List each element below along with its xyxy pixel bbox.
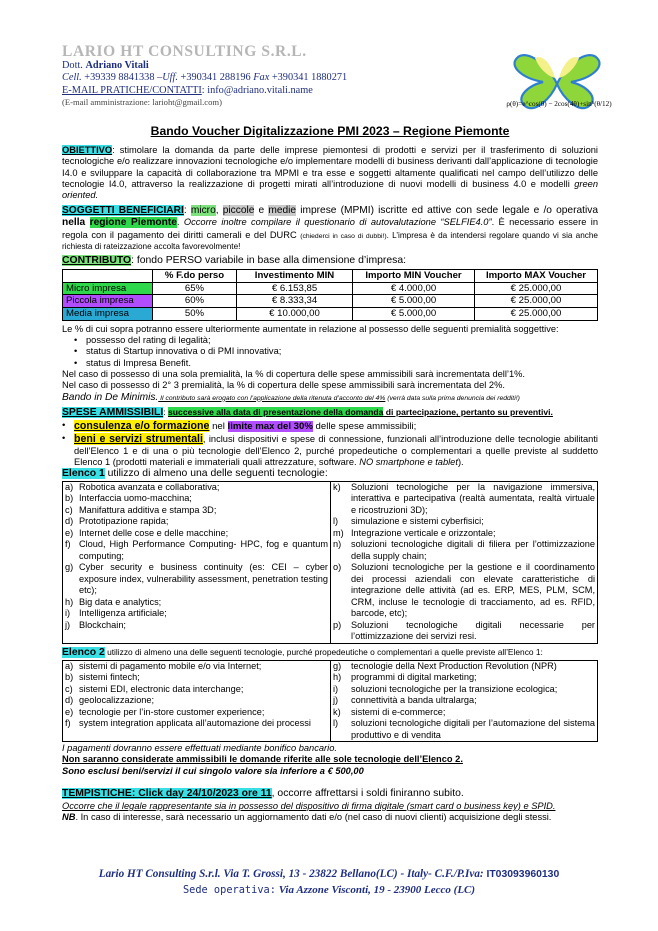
footer-sede-address: Via Azzone Visconti, 19 - 23900 Lecco (LC) [275, 884, 476, 896]
list-item [65, 707, 328, 719]
footer-address-text: Via T. Grossi, 13 - 23822 Bellano(LC) - Italy- C.F./P.Iva: [220, 868, 487, 880]
list-item [62, 433, 598, 469]
item-text: Cyber security e business continuity (es: CEI – cyber exposure index, vulnerability assessment, penetration testing etc); [79, 562, 328, 596]
document-title: Bando Voucher Digitalizzazione PMI 2023 – Regione Piemonte [150, 124, 510, 138]
list-item [65, 516, 328, 528]
contributo-header: Importo MAX Voucher [475, 269, 598, 282]
list-item [65, 505, 328, 517]
deminimis-line [62, 392, 598, 404]
table-cell: € 25.000,00 [475, 307, 598, 320]
item-letter: e) [65, 527, 74, 538]
soggetti-text-1: imprese (MPMI) iscritte ed attive con sede legale e /o operativa [296, 204, 598, 216]
elenco2-text: utilizzo di almeno una delle seguenti tecnologie, purché propedeutiche o complementari a quelle previste all’Elenco 1: [104, 646, 543, 657]
footer-sede-label: Sede operativa: [182, 884, 276, 896]
obiettivo-section [62, 145, 598, 202]
obiettivo-green: green oriented. [62, 178, 598, 201]
contributo-label: CONTRIBUTO [62, 255, 132, 267]
list-item [65, 684, 328, 696]
list-item [65, 608, 328, 620]
list-item [333, 482, 595, 517]
premialita-intro: Le % di cui sopra potranno essere ulteriormente aumentate in relazione al possesso delle seguenti premialità soggettive: [62, 323, 559, 334]
table-cell: Micro impresa [63, 282, 153, 295]
item-letter: a) [65, 660, 74, 671]
item-letter: f) [65, 718, 71, 729]
elenco1-text: utilizzo di almeno una delle seguenti tecnologie: [104, 468, 328, 480]
tempistiche-nb-text: . In caso di interesse, sarà necessario un aggiornamento dati e/o (nel caso di nuovi clienti) acquisizione degli stessi. [75, 812, 552, 823]
soggetti-medie: medie [268, 204, 297, 216]
dott-prefix: Dott. [62, 60, 86, 71]
contributo-section [62, 255, 598, 268]
list-item: • possesso del rating di legalità; [74, 335, 598, 346]
obiettivo-text: : stimolare la domanda da parte delle imprese piemontesi di prodotti e servizi per il trasferimento di soluzioni tecnologiche e/o realizzare innovazioni tecnologiche e/o implementare modelli di business derivanti dall’applicazione di tecnologie I4.0 e sviluppare la capacità di collaborazione tra MPMI e tra esse e soggetti altamente qualificati nel campo dell’utilizzo delle tecnologie I4.0, attraverso la realizzazione di progetti mirati all’introduzione di nuovi modelli di business 4.0 e modelli [62, 145, 598, 189]
footer-sede [0, 884, 658, 897]
item-letter: i) [65, 608, 71, 619]
tempistiche-text: , occorre affrettarsi i soldi finiranno subito. [271, 788, 464, 800]
spese-list [62, 420, 598, 469]
item-letter: b) [65, 672, 74, 683]
list-item [333, 672, 595, 684]
spese-limite: limite max del 30% [227, 420, 313, 432]
item-text: Cloud, High Performance Computing- HPC, fog e quantum computing; [79, 539, 328, 561]
list-item [65, 482, 328, 494]
footer-piva: IT03093960130 [486, 869, 560, 880]
list-item [65, 620, 328, 632]
notes-section [62, 743, 598, 777]
premialita-p2: Nel caso di possesso di 2° 3 premialità, la % di copertura delle spese ammissibili sarà incrementata del 2%. [62, 380, 505, 391]
item-letter: k) [333, 706, 341, 717]
elenco2-table [62, 660, 598, 743]
item-text: Internet delle cose e delle macchine; [79, 527, 229, 538]
contributo-header: Investimento MIN [237, 269, 353, 282]
deminimis-note: Il contributo sarà erogato con l’applicazione della ritenuta d’acconto del 4% [158, 394, 386, 402]
premialita-section [62, 324, 598, 404]
contributo-table [62, 269, 598, 321]
item-letter: g) [65, 562, 74, 573]
soggetti-micro: micro [190, 204, 216, 216]
soggetti-chiedere: (chiederci in caso di dubbi!) [300, 232, 387, 240]
email-line[interactable] [62, 85, 482, 97]
item-letter: e) [65, 706, 74, 717]
email-label: E-MAIL PRATICHE/CONTATTI [62, 84, 202, 96]
item-text: sistemi EDI, electronic data interchange; [79, 683, 244, 694]
item-letter: c) [65, 504, 73, 515]
deminimis: Bando in De Minimis. [62, 391, 159, 403]
elenco2-left-col [63, 660, 331, 742]
note-esclusi: Sono esclusi beni/servizi il cui singolo valore sia inferiore a € 500,00 [62, 765, 364, 776]
item-letter: b) [65, 493, 74, 504]
soggetti-nella: nella [62, 217, 86, 229]
item-text: Big data e analytics; [79, 596, 162, 607]
spese-beni: beni e servizi strumentali [74, 432, 203, 445]
spese-heading [62, 407, 598, 420]
footer-address [0, 868, 658, 882]
elenco2-label: Elenco 2 [62, 646, 105, 658]
tempistiche-heading [62, 788, 598, 801]
list-item [333, 528, 595, 540]
spese-partecipazione: di partecipazione, pertanto su preventivi. [383, 407, 553, 418]
list-item [65, 539, 328, 562]
item-text: Robotica avanzata e collaborativa; [79, 481, 220, 492]
list-item [333, 539, 595, 562]
list-item: • status di Startup innovativa o di PMI innovativa; [74, 346, 598, 357]
item-letter: g) [333, 660, 342, 671]
contributo-header: Importo MIN Voucher [353, 269, 475, 282]
list-item [333, 707, 595, 719]
list-item [333, 661, 595, 673]
tempistiche-label: TEMPISTICHE: Click day 24/10/2023 ore 11 [62, 788, 272, 800]
spese-nel: nel [209, 420, 228, 432]
elenco1-right-col [331, 481, 598, 643]
spese-no-smartphone: NO smartphone e tablet [359, 456, 458, 467]
spese-b1-end: delle spese ammissibili; [312, 420, 417, 432]
spese-successive: successive alla data di presentazione della domanda [168, 407, 384, 418]
list-item [333, 562, 595, 620]
soggetti-sep-2: , [215, 204, 223, 216]
table-cell: Media impresa [63, 307, 153, 320]
list-item [65, 562, 328, 597]
table-cell: € 5.000,00 [353, 307, 475, 320]
item-letter: f) [65, 539, 71, 550]
note-pagamenti: I pagamenti dovranno essere effettuati mediante bonifico bancario. [62, 743, 337, 754]
fax-label: Fax [253, 72, 270, 84]
item-text: Soluzioni tecnologiche per la navigazione immersiva, interattiva e partecipativa (realtà aumentata, realtà virtuale e ricostruzioni 3D); [351, 481, 595, 515]
footer-company: Lario HT Consulting S.r.l. [98, 868, 221, 880]
item-text: tecnologie per l’in-store customer experience; [79, 706, 265, 717]
soggetti-piccole: piccole [222, 204, 255, 216]
obiettivo-label: OBIETTIVO [62, 145, 113, 155]
soggetti-sep-4 [85, 217, 89, 227]
item-letter: j) [333, 695, 339, 706]
table-cell: € 25.000,00 [475, 295, 598, 308]
company-name: LARIO HT CONSULTING S.R.L. [62, 43, 307, 60]
spese-b2-text: , inclusi dispositivi e spese di connessione, funzionali all’introduzione delle tecnologie abilitanti dell’Elenco 1 e di una o più tecnologie dell’Elenco 2, purché propedeutiche o complementari a quelle previste al suddetto Elenco 1 (prodotti materiali e immateriali quali attrezzature, software. [74, 433, 598, 467]
list-item [62, 420, 598, 433]
spese-consulenza: consulenza e/o formazione [74, 419, 210, 432]
soggetti-sep-1: : [183, 204, 191, 216]
tempistiche-occorre: Occorre che il legale rappresentante sia in possesso del dispositivo di firma digitale (smart card o business key) e SPID. [62, 800, 556, 811]
contributo-header: % F.do perso [153, 269, 237, 282]
item-text: soluzioni tecnologiche digitali di filiera per l’ottimizzazione della supply chain; [351, 539, 595, 561]
document-body [62, 145, 598, 823]
item-letter: m) [333, 527, 344, 538]
elenco1-heading [62, 468, 598, 481]
elenco1-label: Elenco 1 [62, 468, 105, 480]
item-text: Prototipazione rapida; [79, 516, 169, 527]
item-text: system integration applicata all’automazione dei processi [79, 718, 311, 729]
list-item [65, 597, 328, 609]
elenco2-heading [62, 647, 598, 660]
premialita-p1: Nel caso di possesso di una sola premialità, la % di copertura delle spese ammissibili sarà incrementata dell’1%. [62, 368, 526, 379]
contact-name: Adriano Vitali [85, 60, 149, 71]
list-item [65, 493, 328, 505]
list-item [65, 718, 328, 730]
item-letter: p) [333, 619, 342, 630]
spese-sep: : [163, 407, 169, 418]
contributo-text: : fondo PERSO variabile in base alla dimensione d’impresa: [131, 255, 406, 267]
item-text: Intelligenza artificiale; [79, 608, 167, 619]
item-letter: o) [333, 562, 342, 573]
table-cell: € 10.000,00 [237, 307, 353, 320]
item-text: sistemi di pagamento mobile e/o via Internet; [79, 660, 262, 671]
item-letter: j) [65, 619, 71, 630]
table-cell: € 5.000,00 [353, 295, 475, 308]
fax-number: +390341 1880271 [269, 72, 348, 84]
spese-label: SPESE AMMISSIBILI [62, 407, 164, 419]
phone-line [62, 72, 482, 84]
item-text: soluzioni tecnologiche digitali per l’automazione del sistema produttivo e di vendita [351, 718, 595, 740]
item-letter: c) [65, 683, 73, 694]
contact-name-line [62, 60, 482, 72]
table-cell: € 4.000,00 [353, 282, 475, 295]
soggetti-section [62, 205, 598, 253]
soggetti-text-2: . È necessario essere in regola con il pagamento dei diritti camerali e del DURC [62, 217, 598, 240]
item-text: soluzioni tecnologiche per la transizione ecologica; [351, 683, 558, 694]
item-letter: n) [333, 539, 342, 550]
table-cell: 65% [153, 282, 237, 295]
item-text: Soluzioni tecnologiche digitali necessarie per l’ottimizzazione dei servizi resi. [351, 619, 595, 642]
list-item [333, 516, 595, 528]
table-cell: 50% [153, 307, 237, 320]
item-letter: i) [333, 683, 339, 694]
table-cell: 60% [153, 295, 237, 308]
list-item [65, 528, 328, 540]
item-text: Manifattura additiva e stampa 3D; [79, 504, 217, 515]
table-cell: € 25.000,00 [475, 282, 598, 295]
uff-label: Uff. [162, 72, 178, 84]
contributo-header [63, 269, 153, 282]
item-letter: d) [65, 695, 74, 706]
admin-email: (E-mail amministrazione: larioht@gmail.com) [62, 97, 222, 108]
cell-number: +39339 8841338 – [81, 72, 163, 84]
spese-section [62, 407, 598, 468]
cell-label: Cell. [62, 72, 82, 84]
table-cell: Piccola impresa [63, 295, 153, 308]
elenco2-right-col [331, 660, 598, 742]
table-row [63, 282, 598, 295]
email-address[interactable]: : info@adriano.vitali.name [201, 84, 313, 96]
table-cell: € 6.153,85 [237, 282, 353, 295]
list-item [333, 620, 595, 643]
list-item [65, 672, 328, 684]
item-letter: h) [65, 596, 74, 607]
soggetti-sep-3: e [254, 204, 269, 216]
item-letter: d) [65, 516, 74, 527]
item-text: simulazione e sistemi cyberfisici; [351, 516, 484, 527]
deminimis-note-2: (verrà data sulla prima denuncia dei redditi!) [385, 394, 520, 402]
tempistiche-nb: NB [62, 812, 76, 823]
spese-b2-end: ). [457, 456, 464, 467]
soggetti-text-3: . L’impresa è da intendersi regolare quando vi sia anche richiesta di rateizzazione accolta favorevolmente! [62, 230, 598, 251]
item-text: Interfaccia uomo-macchina; [79, 493, 192, 504]
table-row [63, 307, 598, 320]
item-letter: h) [333, 672, 342, 683]
item-text: sistemi di e-commerce; [351, 706, 446, 717]
item-text: Integrazione verticale e orizzontale; [351, 527, 496, 538]
contributo-header-row [63, 269, 598, 282]
uff-number: +390341 288196 [177, 72, 254, 84]
list-item [65, 661, 328, 673]
soggetti-occorre: Occorre inoltre compilare il questionario di autovalutazione “SELFIE4.0” [183, 217, 492, 228]
item-text: tecnologie della Next Production Revolution (NPR) [351, 660, 557, 671]
elenco1-left-col [63, 481, 331, 643]
letterhead [62, 43, 482, 107]
item-letter: k) [333, 481, 341, 492]
item-text: Soluzioni tecnologiche per la gestione e il coordinamento dei processi aziendali con elevate caratteristiche di integrazione delle attività (ad es. ERP, MES, PLM, SCM, CRM, incluse le tecnologie di tracciamento, ad es. RFID, barcode, etc); [351, 562, 595, 619]
premialita-list [74, 335, 598, 369]
list-item [333, 718, 595, 741]
elenco1-table [62, 481, 598, 644]
list-item [65, 695, 328, 707]
soggetti-label: SOGGETTI BENEFICIARI [62, 204, 184, 216]
list-item [333, 684, 595, 696]
list-item [333, 695, 595, 707]
soggetti-sep-5: . [176, 217, 184, 228]
item-letter: l) [333, 718, 339, 729]
table-cell: € 8.333,34 [237, 295, 353, 308]
item-letter: a) [65, 481, 74, 492]
item-text: Blockchain; [79, 619, 126, 630]
item-text: connettività a banda ultralarga; [351, 695, 477, 706]
item-text: sistemi fintech; [79, 672, 140, 683]
table-row [63, 295, 598, 308]
soggetti-regione: regione Piemonte [89, 217, 177, 229]
item-text: geolocalizzazione; [79, 695, 155, 706]
item-text: programmi di digital marketing; [351, 672, 477, 683]
item-letter: l) [333, 516, 339, 527]
list-item: • status di Impresa Benefit. [74, 358, 598, 369]
butterfly-formula: ρ(θ)=e^cos(θ) − 2cos(4θ)+sin⁵(θ/12) [506, 100, 612, 108]
note-non-saranno: Non saranno considerate ammissibili le domande riferite alle sole tecnologie dell’Elenco 2. [62, 754, 463, 765]
